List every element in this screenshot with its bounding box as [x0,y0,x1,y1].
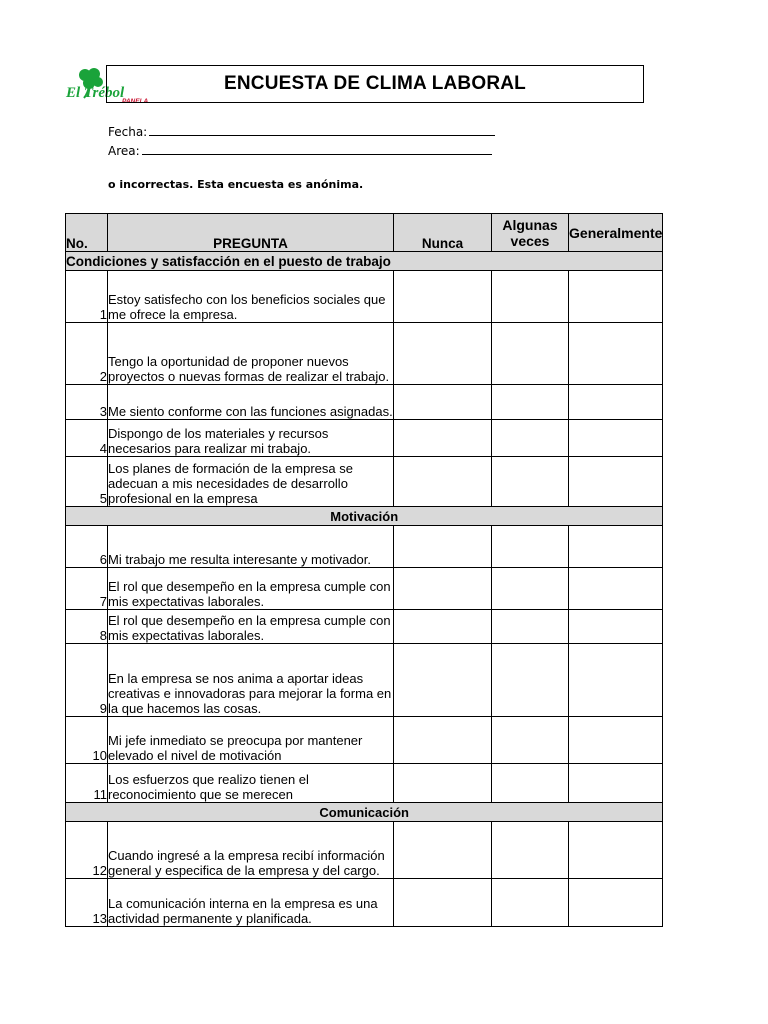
answer-algunas-veces-cell[interactable] [492,457,569,507]
answer-nunca-cell[interactable] [394,644,492,717]
answer-algunas-veces-cell[interactable] [492,822,569,879]
section-row [66,803,663,822]
answer-nunca-cell[interactable] [394,323,492,385]
table-row [66,644,663,717]
question-text: Los planes de formación de la empresa se adecuan a mis necesidades de desarrollo profesional en la empresa [108,457,394,507]
table-row [66,420,663,457]
answer-generalmente-cell[interactable] [569,717,663,764]
question-text: Me siento conforme con las funciones asignadas. [108,385,394,420]
question-number: 12 [66,822,108,879]
area-field[interactable] [108,143,492,158]
answer-generalmente-cell[interactable] [569,879,663,927]
table-row [66,271,663,323]
table-header-row [66,214,663,252]
header-generalmente: Generalmente [569,214,663,252]
question-text: El rol que desempeño en la empresa cumple con mis expectativas laborales. [108,568,394,610]
section-row [66,252,663,271]
intro-text: o incorrectas. Esta encuesta es anónima. [108,178,364,191]
answer-nunca-cell[interactable] [394,610,492,644]
section-title-condiciones: Condiciones y satisfacción en el puesto de trabajo [66,252,663,271]
question-number: 9 [66,644,108,717]
table-row [66,610,663,644]
answer-nunca-cell[interactable] [394,822,492,879]
question-number: 4 [66,420,108,457]
answer-nunca-cell[interactable] [394,526,492,568]
question-text: Mi trabajo me resulta interesante y motivador. [108,526,394,568]
question-number: 3 [66,385,108,420]
question-text: En la empresa se nos anima a aportar ideas creativas e innovadoras para mejorar la forma en la que hacemos las cosas. [108,644,394,717]
answer-algunas-veces-cell[interactable] [492,420,569,457]
answer-generalmente-cell[interactable] [569,568,663,610]
table-row [66,717,663,764]
answer-generalmente-cell[interactable] [569,271,663,323]
answer-nunca-cell[interactable] [394,385,492,420]
question-number: 6 [66,526,108,568]
area-label: Area: [108,144,140,158]
answer-algunas-veces-cell[interactable] [492,764,569,803]
answer-nunca-cell[interactable] [394,764,492,803]
header-nunca: Nunca [394,214,492,252]
table-row [66,568,663,610]
header-algunas-veces: Algunas veces [492,214,569,252]
answer-algunas-veces-cell[interactable] [492,385,569,420]
table-row [66,457,663,507]
question-number: 5 [66,457,108,507]
answer-nunca-cell[interactable] [394,717,492,764]
area-line[interactable] [142,143,492,155]
answer-generalmente-cell[interactable] [569,526,663,568]
answer-generalmente-cell[interactable] [569,644,663,717]
answer-algunas-veces-cell[interactable] [492,644,569,717]
question-text: La comunicación interna en la empresa es una actividad permanente y planificada. [108,879,394,927]
header-no: No. [66,214,108,252]
fecha-field[interactable] [108,124,495,139]
question-text: Los esfuerzos que realizo tienen el reconocimiento que se merecen [108,764,394,803]
logo-text: El Trébol [66,85,125,101]
table-row [66,822,663,879]
answer-generalmente-cell[interactable] [569,457,663,507]
question-number: 2 [66,323,108,385]
table-row [66,879,663,927]
answer-algunas-veces-cell[interactable] [492,717,569,764]
answer-algunas-veces-cell[interactable] [492,323,569,385]
answer-nunca-cell[interactable] [394,457,492,507]
header-pregunta: PREGUNTA [108,214,394,252]
question-text: El rol que desempeño en la empresa cumple con mis expectativas laborales. [108,610,394,644]
question-number: 11 [66,764,108,803]
table-row [66,323,663,385]
table-row [66,526,663,568]
logo-subtext: PANELA [122,98,149,105]
fecha-label: Fecha: [108,125,148,139]
answer-nunca-cell[interactable] [394,879,492,927]
answer-generalmente-cell[interactable] [569,610,663,644]
table-row [66,385,663,420]
question-number: 1 [66,271,108,323]
section-title-motivacion: Motivación [66,507,663,526]
question-number: 8 [66,610,108,644]
answer-generalmente-cell[interactable] [569,822,663,879]
answer-nunca-cell[interactable] [394,420,492,457]
section-title-comunicacion: Comunicación [66,803,663,822]
answer-nunca-cell[interactable] [394,271,492,323]
survey-table [65,213,663,927]
question-number: 13 [66,879,108,927]
answer-generalmente-cell[interactable] [569,323,663,385]
question-text: Tengo la oportunidad de proponer nuevos proyectos o nuevas formas de realizar el trabajo. [108,323,394,385]
question-text: Cuando ingresé a la empresa recibí información general y especifica de la empresa y del cargo. [108,822,394,879]
answer-algunas-veces-cell[interactable] [492,610,569,644]
question-text: Dispongo de los materiales y recursos necesarios para realizar mi trabajo. [108,420,394,457]
fecha-line[interactable] [149,124,495,136]
answer-generalmente-cell[interactable] [569,420,663,457]
page-title: ENCUESTA DE CLIMA LABORAL [224,73,526,94]
answer-algunas-veces-cell[interactable] [492,526,569,568]
question-text: Estoy satisfecho con los beneficios sociales que me ofrece la empresa. [108,271,394,323]
answer-generalmente-cell[interactable] [569,385,663,420]
title-box [106,65,644,103]
question-number: 10 [66,717,108,764]
question-text: Mi jefe inmediato se preocupa por mantener elevado el nivel de motivación [108,717,394,764]
answer-algunas-veces-cell[interactable] [492,879,569,927]
answer-algunas-veces-cell[interactable] [492,271,569,323]
answer-generalmente-cell[interactable] [569,764,663,803]
table-row [66,764,663,803]
answer-nunca-cell[interactable] [394,568,492,610]
section-row [66,507,663,526]
answer-algunas-veces-cell[interactable] [492,568,569,610]
question-number: 7 [66,568,108,610]
